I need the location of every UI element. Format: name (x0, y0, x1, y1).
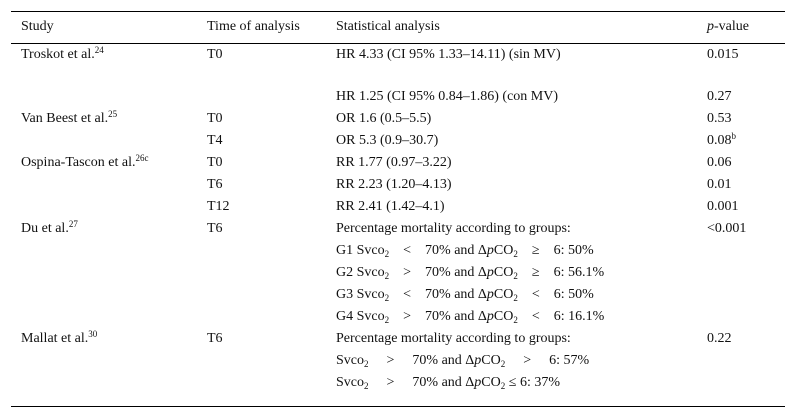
study-mallat: Mallat et al.$^{30}$ (21, 329, 98, 346)
stat-cell: HR 1.25 (CI 95% 0.84–1.86) (con MV) (336, 89, 559, 104)
stat-cell: RR 2.41 (1.42–4.1) (336, 199, 445, 214)
pvalue-cell: 0.22 (707, 331, 732, 346)
header-time: Time of analysis (207, 19, 300, 34)
pvalue-cell: 0.08$^b$ (707, 131, 736, 148)
time-cell: T0 (207, 111, 223, 126)
pvalue-cell: 0.06 (707, 155, 732, 170)
header-pvalue: p-value (707, 19, 749, 34)
header-study: Study (21, 19, 54, 34)
time-cell: T6 (207, 221, 223, 236)
time-cell: T4 (207, 133, 223, 148)
study-ospina-tascon: Ospina-Tascon et al.$^{26c}$ (21, 153, 149, 170)
pvalue-cell: 0.015 (707, 47, 739, 62)
pvalue-cell: 0.53 (707, 111, 732, 126)
group-line: G1 Svco$_2$ < 70% and ΔpCO$_2$ ≥ 6: 50% (336, 243, 594, 259)
pvalue-cell: <0.001 (707, 221, 747, 236)
time-cell: T6 (207, 177, 223, 192)
stat-cell: RR 1.77 (0.97–3.22) (336, 155, 452, 170)
time-cell: T0 (207, 47, 223, 62)
header-stat: Statistical analysis (336, 19, 440, 34)
group-line: G4 Svco$_2$ > 70% and ΔpCO$_2$ < 6: 16.1% (336, 309, 605, 325)
group-line: G3 Svco$_2$ < 70% and ΔpCO$_2$ < 6: 50% (336, 287, 594, 303)
pvalue-cell: 0.01 (707, 177, 732, 192)
stat-cell: HR 4.33 (CI 95% 1.33–14.11) (sin MV) (336, 47, 561, 62)
group-line: Svco$_2$ > 70% and ΔpCO$_2$ ≤ 6: 37% (336, 375, 560, 391)
pvalue-cell: 0.001 (707, 199, 739, 214)
study-du: Du et al.$^{27}$ (21, 219, 78, 236)
group-line: G2 Svco$_2$ > 70% and ΔpCO$_2$ ≥ 6: 56.1% (336, 265, 605, 281)
time-cell: T0 (207, 155, 223, 170)
group-line: Svco$_2$ > 70% and ΔpCO$_2$ > 6: 57% (336, 353, 590, 369)
stat-cell: Percentage mortality according to groups: (336, 221, 571, 236)
study-troskot: Troskot et al.$^{24}$ (21, 45, 104, 62)
stat-cell: OR 5.3 (0.9–30.7) (336, 133, 439, 148)
stat-cell: OR 1.6 (0.5–5.5) (336, 111, 432, 126)
pvalue-cell: 0.27 (707, 89, 732, 104)
stat-cell: Percentage mortality according to groups: (336, 331, 571, 346)
time-cell: T6 (207, 331, 223, 346)
stat-cell: RR 2.23 (1.20–4.13) (336, 177, 452, 192)
study-van-beest: Van Beest et al.$^{25}$ (21, 109, 118, 126)
time-cell: T12 (207, 199, 230, 214)
